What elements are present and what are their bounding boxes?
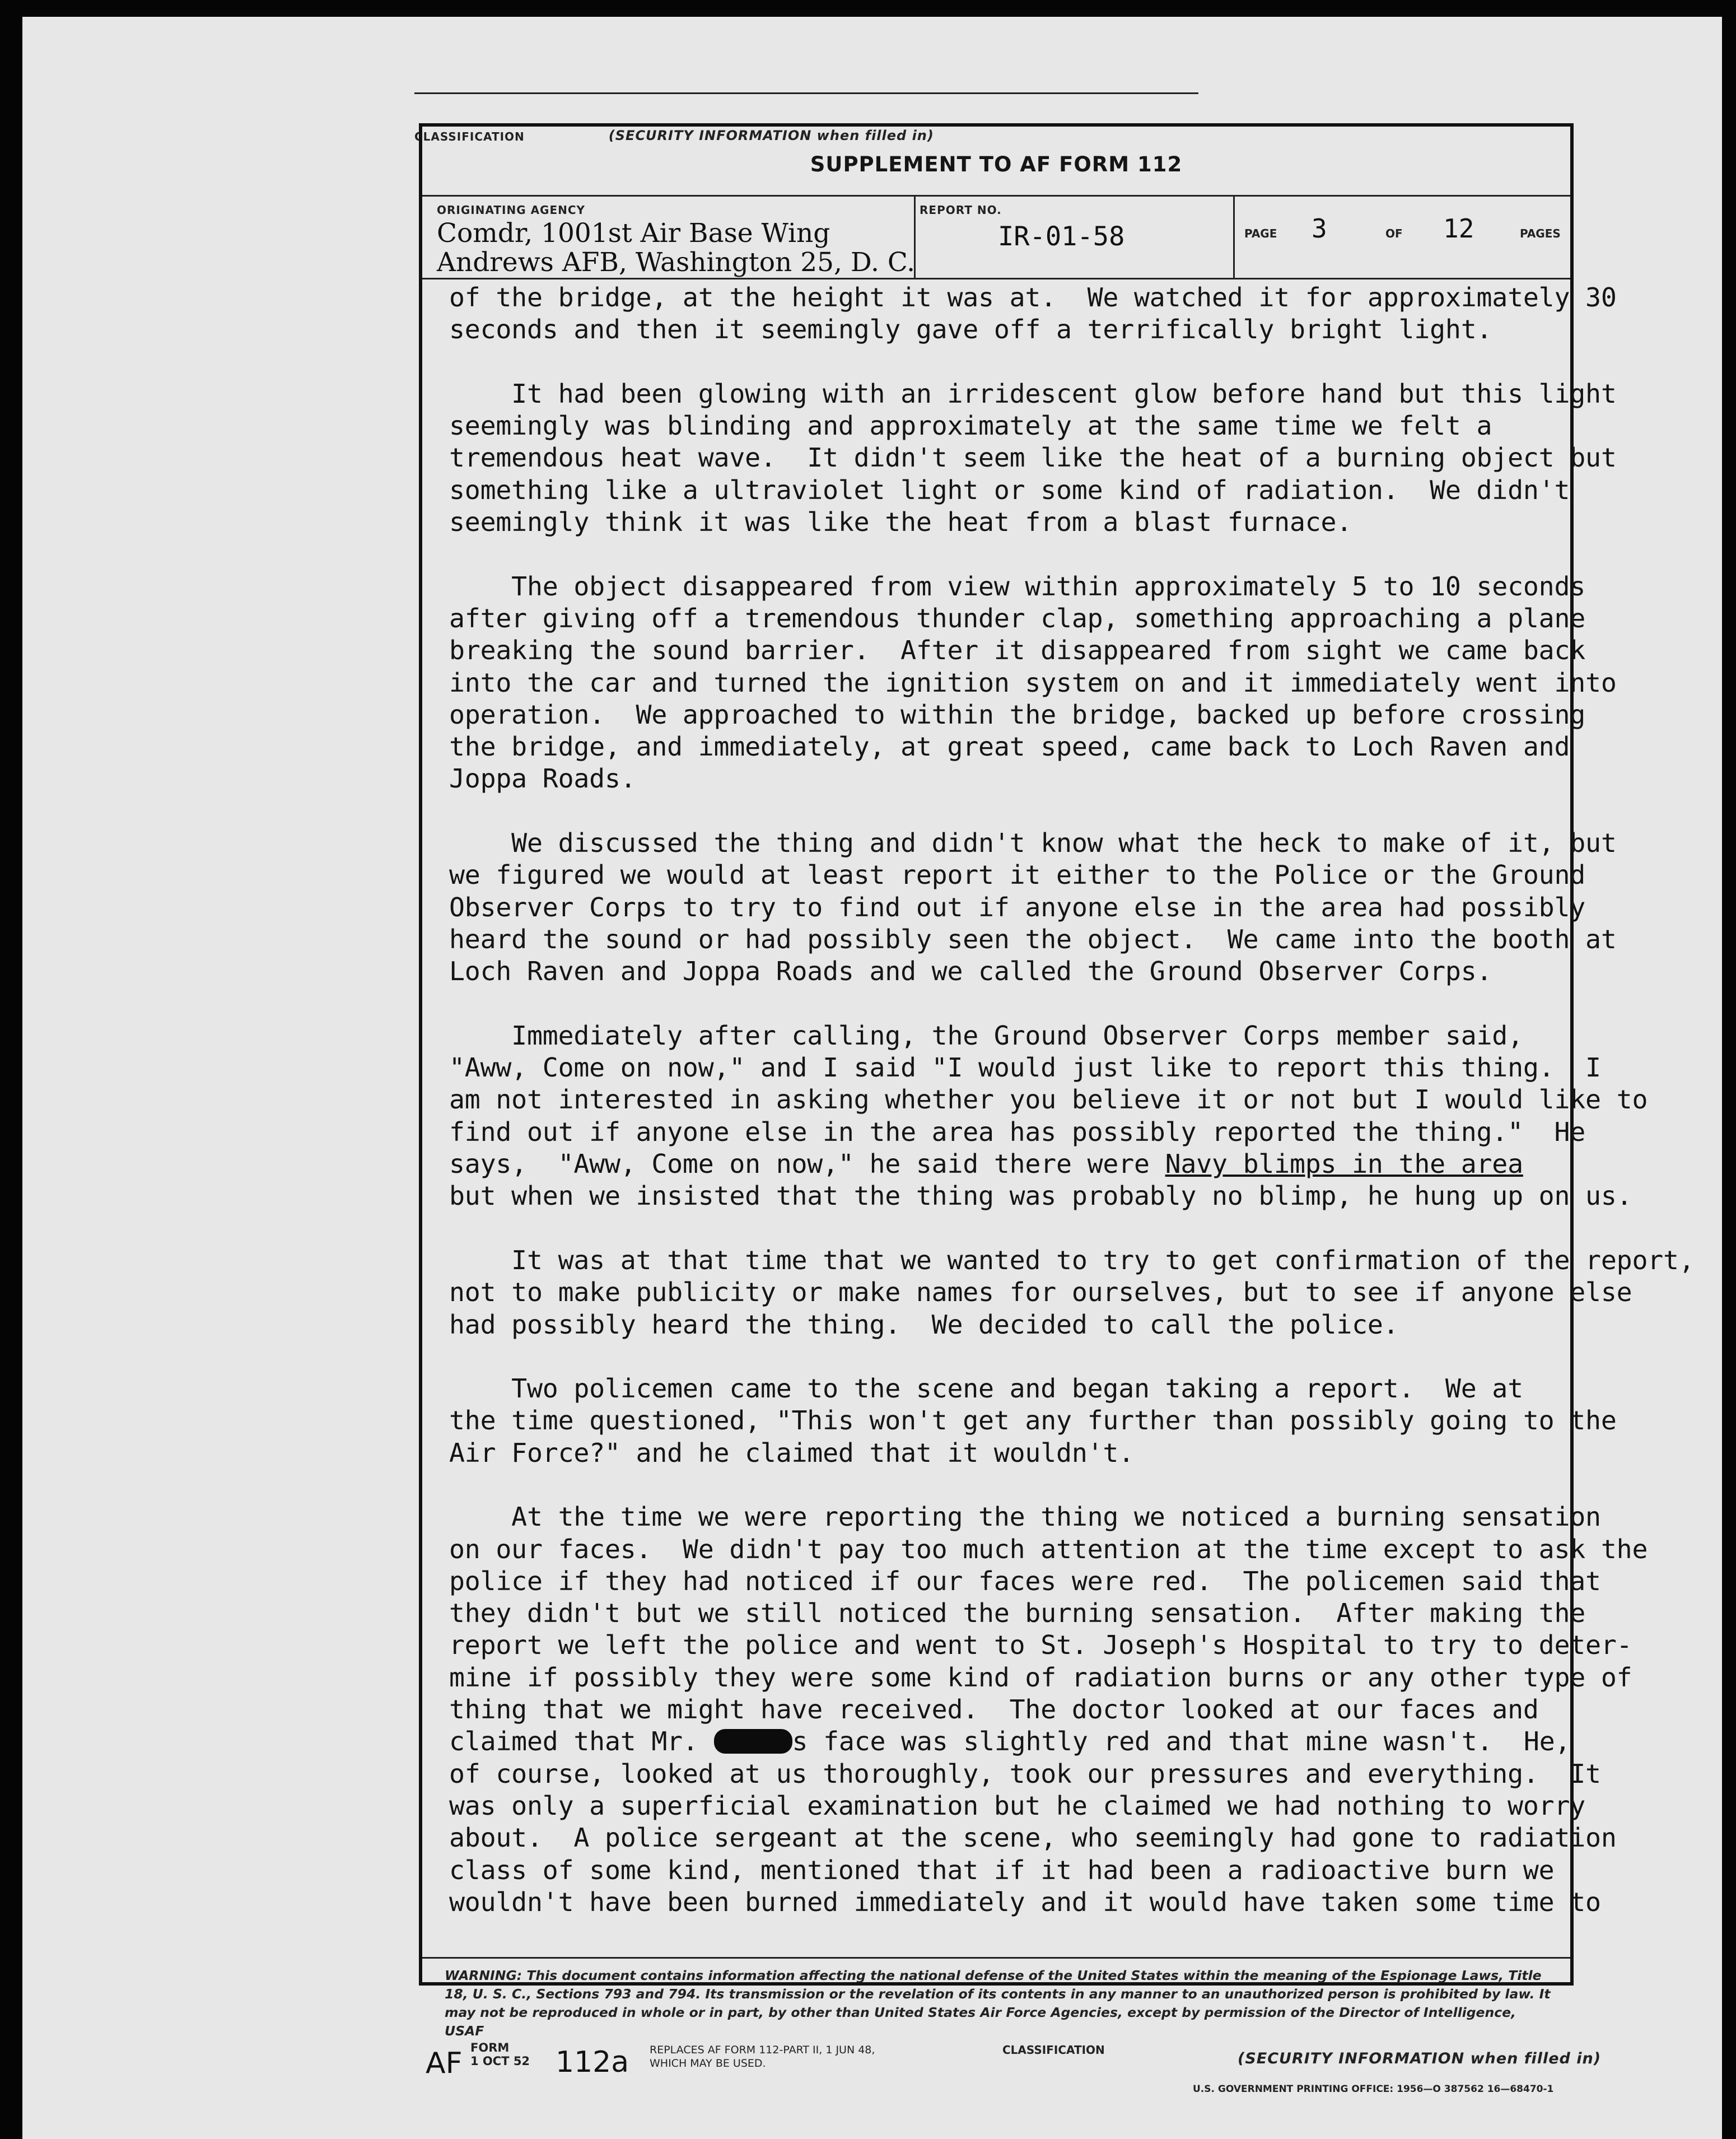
text-line: seemingly was blinding and approximately at the same time we felt a xyxy=(449,411,1492,441)
text-line xyxy=(449,1726,1571,1758)
text-line: seconds and then it seemingly gave off a terrifically bright light. xyxy=(449,314,1492,345)
form-label: FORM xyxy=(470,2041,510,2054)
text-line: Immediately after calling, the Ground Observer Corps member said, xyxy=(449,1020,1523,1051)
form-date: 1 OCT 52 xyxy=(470,2054,530,2068)
text-line: had possibly heard the thing. We decided to call the police. xyxy=(449,1309,1399,1340)
text-line: into the car and turned the ignition system on and it immediately went into xyxy=(449,667,1617,698)
originating-agency-cell xyxy=(422,197,916,278)
text-line: We discussed the thing and didn't know what the heck to make of it, but xyxy=(449,828,1617,859)
page-count-cell xyxy=(1233,197,1570,278)
text-line xyxy=(449,1148,1564,1180)
text-line: Observer Corps to try to find out if anyone else in the area had possibly xyxy=(449,892,1586,922)
originating-agency-line1: Comdr, 1001st Air Base Wing xyxy=(437,218,830,249)
pages-label: PAGES xyxy=(1520,227,1561,240)
text-line: thing that we might have received. The doctor looked at our faces and xyxy=(449,1694,1539,1725)
text-line: Air Force?" and he claimed that it wouldn't. xyxy=(449,1437,1134,1468)
text-line: the bridge, and immediately, at great speed, came back to Loch Raven and xyxy=(449,731,1570,762)
text-line: am not interested in asking whether you believe it or not but I would like to xyxy=(449,1084,1648,1115)
report-no-label: REPORT NO. xyxy=(920,203,1002,217)
replaces-line1: REPLACES AF FORM 112-PART II, 1 JUN 48, xyxy=(650,2044,875,2056)
report-no-cell xyxy=(914,197,1235,278)
underlined-phrase: Navy blimps in the area xyxy=(1165,1149,1523,1180)
originating-agency-label: ORIGINATING AGENCY xyxy=(437,203,586,217)
of-label: OF xyxy=(1385,227,1403,240)
text-line: something like a ultraviolet light or some kind of radiation. We didn't xyxy=(449,474,1570,505)
text-line: find out if anyone else in the area has possibly reported the thing." He xyxy=(449,1116,1586,1147)
text-line: seemingly think it was like the heat from a blast furnace. xyxy=(449,507,1352,538)
text-line: police if they had noticed if our faces were red. The policemen said that xyxy=(449,1565,1601,1596)
text-line: Loch Raven and Joppa Roads and we called the Ground Observer Corps. xyxy=(449,956,1492,987)
info-row xyxy=(422,195,1570,279)
warning-text: WARNING: This document contains information affecting the national defense of the United States within the meaning of the Espionage Laws, Title 18, U. S. C., Sections 793 and 794. Its transmission or the revelation of its contents in any manner to an unauthorized person is prohibited by law. It may not be reproduced in whole or in part, by other than United States Air Force Agencies, except by permission of the Director of Intelligence, USAF xyxy=(445,1968,1551,2039)
text-line: wouldn't have been burned immediately and it would have taken some time to xyxy=(449,1886,1601,1917)
form-title: SUPPLEMENT TO AF FORM 112 xyxy=(810,152,1183,176)
security-note: (SECURITY INFORMATION when filled in) xyxy=(608,128,934,143)
text-line: It had been glowing with an irridescent glow before hand but this light xyxy=(449,378,1617,409)
text-line: was only a superficial examination but he claimed we had nothing to worry xyxy=(449,1790,1586,1821)
text-line: class of some kind, mentioned that if it had been a radioactive burn we xyxy=(449,1854,1555,1885)
replaces-line2: WHICH MAY BE USED. xyxy=(650,2057,766,2070)
originating-agency-line2: Andrews AFB, Washington 25, D. C. xyxy=(437,247,916,278)
text-line: not to make publicity or make names for ourselves, but to see if anyone else xyxy=(449,1277,1632,1308)
text-line: about. A police sergeant at the scene, who seemingly had gone to radiation xyxy=(449,1823,1617,1853)
text-segment: s face was slightly red and that mine wasn't. He, xyxy=(792,1726,1571,1757)
text-line: operation. We approached to within the bridge, backed up before crossing xyxy=(449,699,1586,730)
text-line: The object disappeared from view within approximately 5 to 10 seconds xyxy=(449,571,1586,602)
text-line: but when we insisted that the thing was probably no blimp, he hung up on us. xyxy=(449,1181,1632,1211)
text-line: after giving off a tremendous thunder clap, something approaching a plane xyxy=(449,603,1586,633)
text-line: report we left the police and went to St. Joseph's Hospital to try to deter- xyxy=(449,1630,1632,1661)
af-mark: AF xyxy=(426,2047,463,2080)
text-line: they didn't but we still noticed the burning sensation. After making the xyxy=(449,1598,1586,1629)
text-line: At the time we were reporting the thing we noticed a burning sensation xyxy=(449,1502,1601,1532)
text-line: of course, looked at us thoroughly, took our pressures and everything. It xyxy=(449,1758,1601,1789)
text-line: we figured we would at least report it either to the Police or the Ground xyxy=(449,860,1586,891)
text-segment: claimed that Mr. xyxy=(449,1726,714,1757)
text-line: breaking the sound barrier. After it disappeared from sight we came back xyxy=(449,635,1586,666)
text-line: Two policemen came to the scene and began taking a report. We at xyxy=(449,1373,1523,1404)
text-line: on our faces. We didn't pay too much attention at the time except to ask the xyxy=(449,1534,1648,1564)
footer-security-note: (SECURITY INFORMATION when filled in) xyxy=(1238,2050,1602,2067)
text-segment: says, "Aww, Come on now," he said there were xyxy=(449,1149,1165,1180)
form-date-block xyxy=(470,2041,530,2068)
total-pages: 12 xyxy=(1443,213,1474,244)
classification-label: CLASSIFICATION xyxy=(414,130,525,143)
form-number: 112a xyxy=(556,2045,629,2079)
text-line: Joppa Roads. xyxy=(449,763,636,794)
text-line: It was at that time that we wanted to try to get confirmation of the report, xyxy=(449,1245,1695,1275)
report-body xyxy=(449,282,1695,1918)
footer-classification-label: CLASSIFICATION xyxy=(1002,2043,1105,2057)
text-line: "Aww, Come on now," and I said "I would just like to report this thing. I xyxy=(449,1052,1601,1083)
text-line: tremendous heat wave. It didn't seem like the heat of a burning object but xyxy=(449,442,1617,473)
report-no-value: IR-01-58 xyxy=(998,221,1125,252)
text-line: heard the sound or had possibly seen the object. We came into the booth at xyxy=(449,924,1617,954)
text-line: the time questioned, "This won't get any further than possibly going to the xyxy=(449,1405,1617,1436)
printing-office-line: U.S. GOVERNMENT PRINTING OFFICE: 1956—O 387562 16—68470-1 xyxy=(1193,2084,1554,2095)
page-label: PAGE xyxy=(1244,227,1277,240)
text-line: of the bridge, at the height it was at. We watched it for approximately 30 xyxy=(449,282,1617,313)
form-footer xyxy=(409,2039,1618,2128)
document-page xyxy=(22,17,1722,2139)
replaces-note xyxy=(650,2043,875,2070)
warning-box xyxy=(422,1957,1570,2046)
form-box xyxy=(419,123,1695,2039)
text-line: mine if possibly they were some kind of radiation burns or any other type of xyxy=(449,1662,1632,1693)
page-number: 3 xyxy=(1312,213,1327,244)
redaction-mark xyxy=(714,1729,792,1754)
